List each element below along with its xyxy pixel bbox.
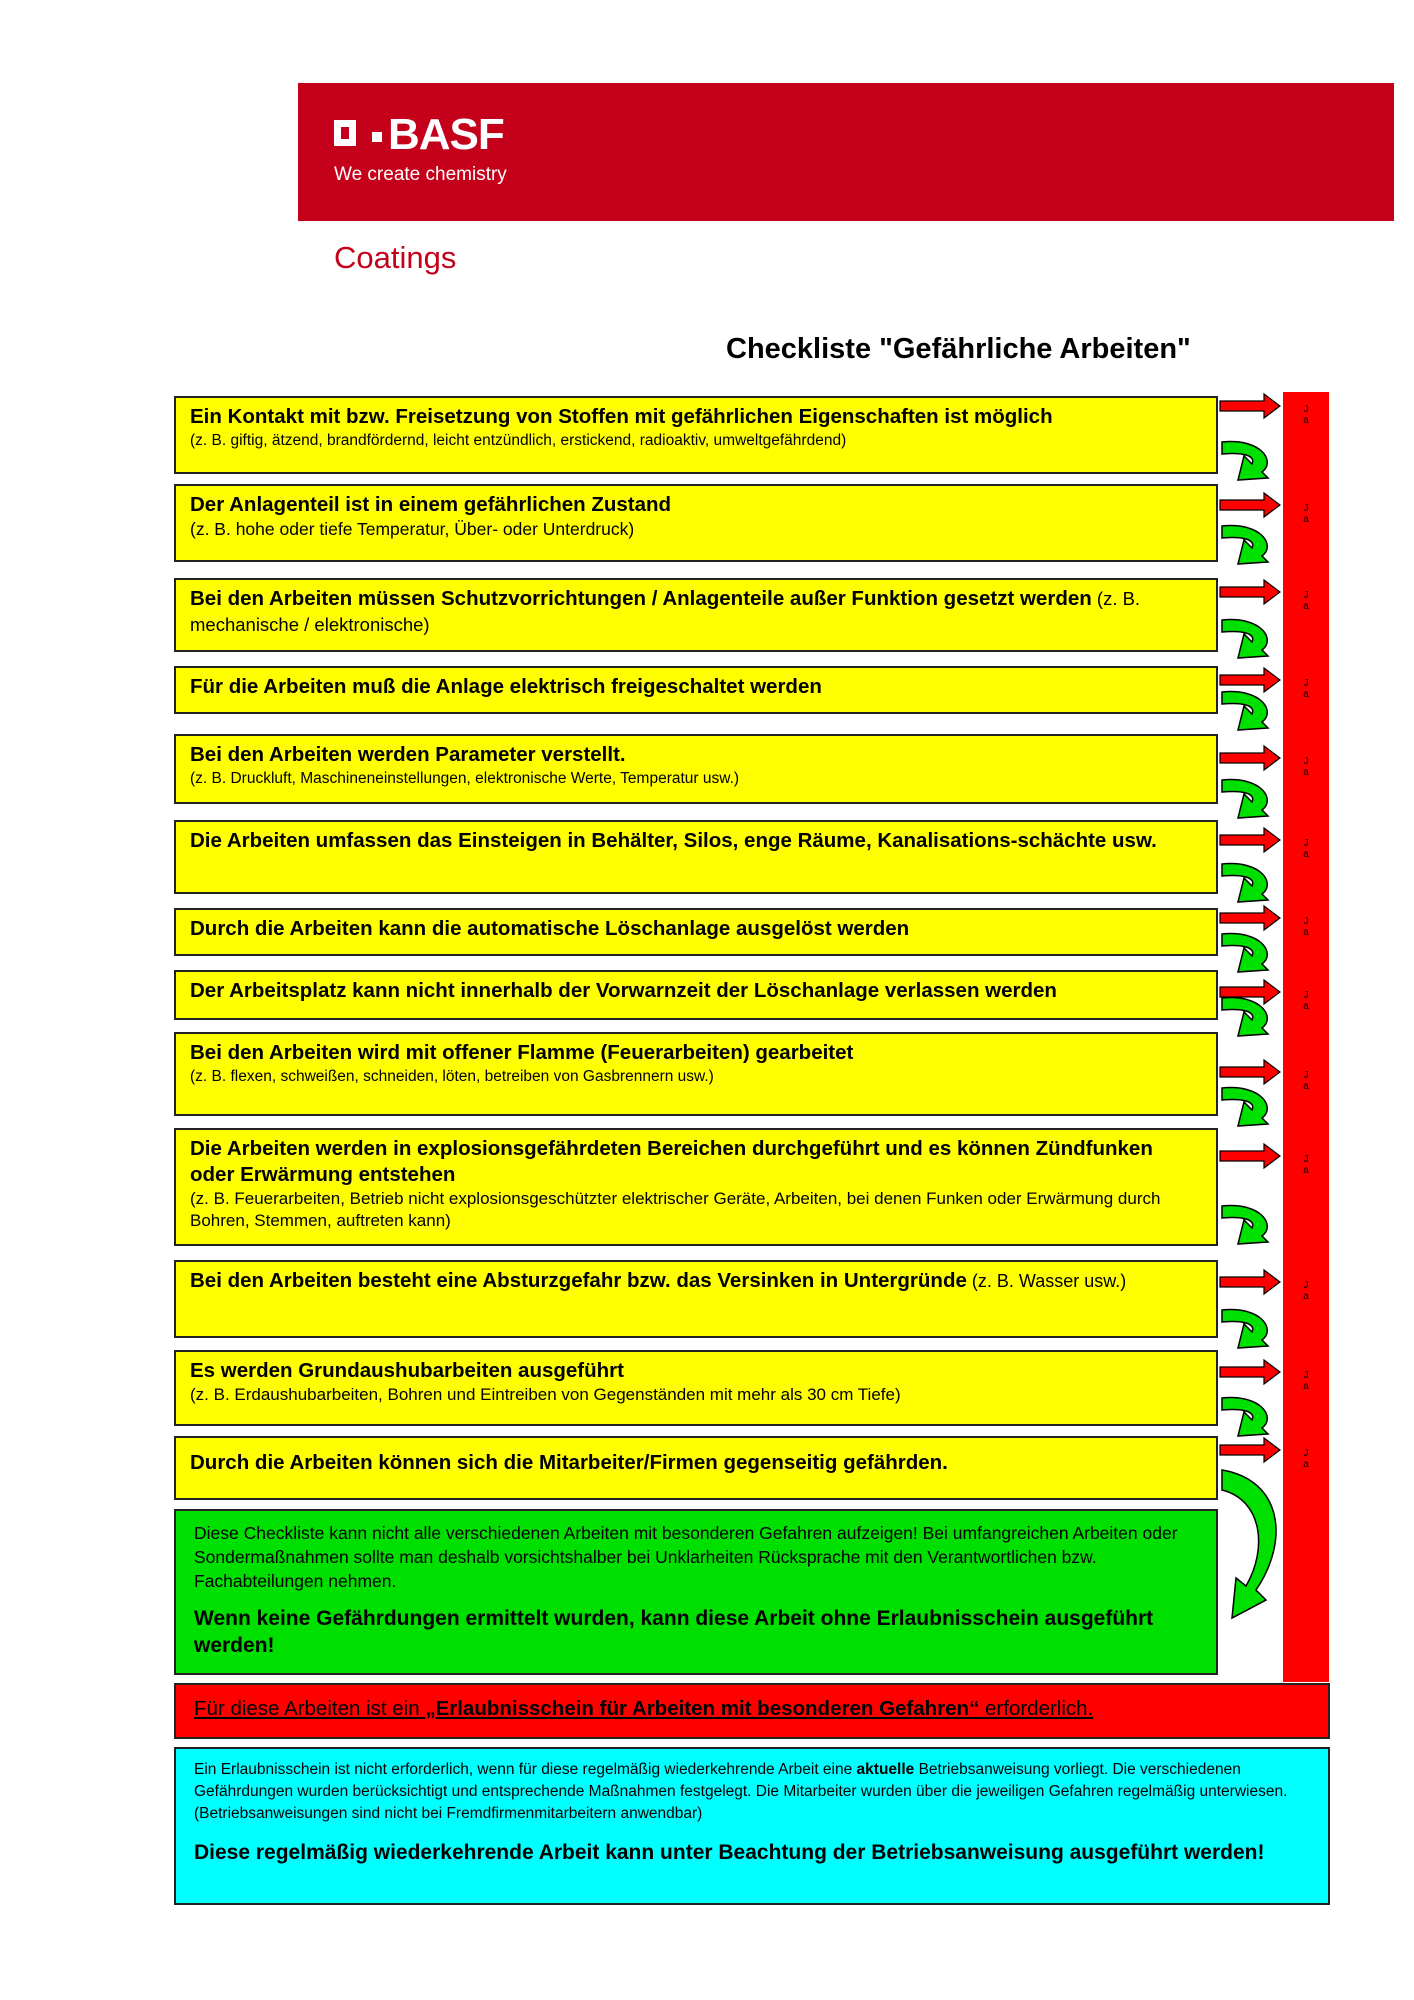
no-arrow-icon (1222, 692, 1268, 730)
item-title: Für die Arbeiten muß die Anlage elektrisch freigeschaltet werden (190, 675, 822, 698)
no-arrow-icon (1222, 1206, 1268, 1244)
checklist-item (174, 484, 1218, 562)
note-part: Ein Erlaubnisschein ist nicht erforderlich, wenn für diese regelmäßig wiederkehrende Arbeit eine (194, 1761, 857, 1778)
yes-arrow-icon (1220, 746, 1280, 770)
yes-arrow-icon (1220, 580, 1280, 604)
no-arrow-icon (1222, 1398, 1268, 1436)
no-arrow-icon (1222, 1088, 1268, 1126)
no-hazard-note: Diese Checkliste kann nicht alle verschiedenen Arbeiten mit besonderen Gefahren aufzeigen! Bei umfangreichen Arbeiten oder Sondermaßnahmen sollte man deshalb vorsichtshalber bei Unklarheiten Rücksprache mit den Verantwortlichen bzw. Fachabteilungen nehmen. (194, 1523, 1178, 1591)
item-title: Durch die Arbeiten kann die automatische Löschanlage ausgelöst werden (190, 917, 910, 940)
yes-label: J a (1303, 1370, 1309, 1392)
page-title: Checkliste "Gefährliche Arbeiten" (726, 333, 1191, 365)
no-arrow-icon (1222, 780, 1268, 818)
yes-arrow-icon (1220, 980, 1280, 1004)
item-title: Bei den Arbeiten wird mit offener Flamme (Feuerarbeiten) gearbeitet (190, 1041, 854, 1064)
yes-arrow-icon (1220, 828, 1280, 852)
item-title: Durch die Arbeiten können sich die Mitarbeiter/Firmen gegenseitig gefährden. (190, 1451, 948, 1474)
item-title: Die Arbeiten werden in explosionsgefährdeten Bereichen durchgeführt und es können Zündfunken oder Erwärmung entstehen (190, 1137, 1153, 1186)
item-subtext: (z. B. giftig, ätzend, brandfördernd, leicht entzündlich, erstickend, radioaktiv, umweltgefährdend) (190, 432, 847, 449)
checklist-item (174, 1128, 1218, 1246)
no-arrow-icon (1222, 934, 1268, 972)
yes-label: J a (1303, 1070, 1309, 1092)
checklist-item (174, 734, 1218, 804)
checklist-item (174, 666, 1218, 714)
no-arrow-icon (1222, 526, 1268, 564)
yes-label: J a (1303, 838, 1309, 860)
checklist-item (174, 970, 1218, 1020)
item-title: Bei den Arbeiten besteht eine Absturzgefahr bzw. das Versinken in Untergründe (190, 1269, 967, 1292)
yes-column (1283, 392, 1329, 1682)
no-hazard-result: Wenn keine Gefährdungen ermittelt wurden, kann diese Arbeit ohne Erlaubnisschein ausgeführt werden! (194, 1607, 1154, 1657)
item-title: Bei den Arbeiten müssen Schutzvorrichtungen / Anlagenteile außer Funktion gesetzt werden (190, 587, 1092, 610)
item-subtext: (z. B. Druckluft, Maschineneinstellungen, elektronische Werte, Temperatur usw.) (190, 770, 740, 787)
yes-label: J a (1303, 590, 1309, 612)
yes-arrow-icon (1220, 1360, 1280, 1384)
yes-arrow-icon (1220, 394, 1280, 418)
yes-arrow-icon (1220, 906, 1280, 930)
item-title: Ein Kontakt mit bzw. Freisetzung von Stoffen mit gefährlichen Eigenschaften ist möglich (190, 405, 1053, 428)
brand-tagline: We create chemistry (334, 164, 507, 185)
logo-dot-icon (372, 132, 382, 142)
note-emphasis: aktuelle (856, 1761, 915, 1778)
yes-label: J a (1303, 503, 1309, 525)
operating-instruction-result: Diese regelmäßig wiederkehrende Arbeit kann unter Beachtung der Betriebsanweisung ausgeführt werden! (194, 1841, 1265, 1864)
operating-instruction-note (194, 1759, 1310, 1825)
yes-label: J a (1303, 916, 1309, 938)
item-title: Der Anlagenteil ist in einem gefährlichen Zustand (190, 493, 672, 516)
yes-label: J a (1303, 404, 1309, 426)
permit-required-box (174, 1683, 1330, 1739)
no-arrow-icon (1222, 864, 1268, 902)
checklist-item (174, 1350, 1218, 1426)
no-arrow-icon (1222, 442, 1268, 480)
item-title: Der Arbeitsplatz kann nicht innerhalb der Vorwarnzeit der Löschanlage verlassen werden (190, 979, 1057, 1002)
final-no-arrow-icon (1222, 1470, 1276, 1618)
checklist-item (174, 820, 1218, 894)
no-arrow-icon (1222, 998, 1268, 1036)
permit-suffix: erforderlich. (979, 1697, 1094, 1720)
no-arrow-icon (1222, 1310, 1268, 1348)
note-part: Betriebsanweisung vorliegt. Die verschiedenen Gefährdungen wurden berücksichtigt und entsprechende Maßnahmen festgelegt. Die Mitarbeiter wurden über die jeweiligen Gefahren regelmäßig unterwiesen. (Betriebsanweisungen sind nicht bei Fremdfirmenmitarbeitern anwendbar) (194, 1761, 1288, 1822)
yes-label: J a (1303, 990, 1309, 1012)
item-subtext: (z. B. hohe oder tiefe Temperatur, Über- oder Unterdruck) (190, 519, 635, 539)
item-subtext: (z. B. flexen, schweißen, schneiden, löten, betreiben von Gasbrennern usw.) (190, 1068, 714, 1085)
operating-instruction-box (174, 1747, 1330, 1905)
checklist-item (174, 578, 1218, 652)
yes-label: J a (1303, 1154, 1309, 1176)
permit-name: „Erlaubnisschein für Arbeiten mit besonderen Gefahren“ (425, 1697, 980, 1720)
item-title: Die Arbeiten umfassen das Einsteigen in Behälter, Silos, enge Räume, Kanalisations-schächte usw. (190, 829, 1157, 852)
checklist-item (174, 396, 1218, 474)
yes-arrow-icon (1220, 1270, 1280, 1294)
yes-label: J a (1303, 1280, 1309, 1302)
permit-prefix: Für diese Arbeiten ist ein (194, 1697, 426, 1720)
checklist-item (174, 1260, 1218, 1338)
brand-name: BASF (388, 110, 504, 159)
business-unit: Coatings (334, 240, 457, 275)
yes-label: J a (1303, 756, 1309, 778)
yes-arrow-icon (1220, 493, 1280, 517)
yes-arrow-icon (1220, 1438, 1280, 1462)
yes-label: J a (1303, 678, 1309, 700)
logo-square-icon (334, 120, 356, 146)
item-subtext: (z. B. Erdaushubarbeiten, Bohren und Eintreiben von Gegenständen mit mehr als 30 cm Tiefe) (190, 1385, 901, 1404)
checklist-item (174, 1436, 1218, 1500)
no-hazard-box (174, 1509, 1218, 1675)
yes-arrow-icon (1220, 1144, 1280, 1168)
item-title-tail: (z. B. mechanische / elektronische) (190, 588, 1141, 635)
yes-arrow-icon (1220, 1060, 1280, 1084)
yes-arrow-icon (1220, 668, 1280, 692)
item-title: Bei den Arbeiten werden Parameter verstellt. (190, 743, 626, 766)
checklist-item (174, 908, 1218, 956)
item-title-tail: (z. B. Wasser usw.) (966, 1271, 1127, 1291)
item-subtext: (z. B. Feuerarbeiten, Betrieb nicht explosionsgeschützter elektrischer Geräte, Arbeiten, bei denen Funken oder Erwärmung durch Bohren, Stemmen, auftreten kann) (190, 1189, 1161, 1230)
yes-label: J a (1303, 1448, 1309, 1470)
item-title: Es werden Grundaushubarbeiten ausgeführt (190, 1359, 624, 1382)
no-arrow-icon (1222, 620, 1268, 658)
checklist-item (174, 1032, 1218, 1116)
